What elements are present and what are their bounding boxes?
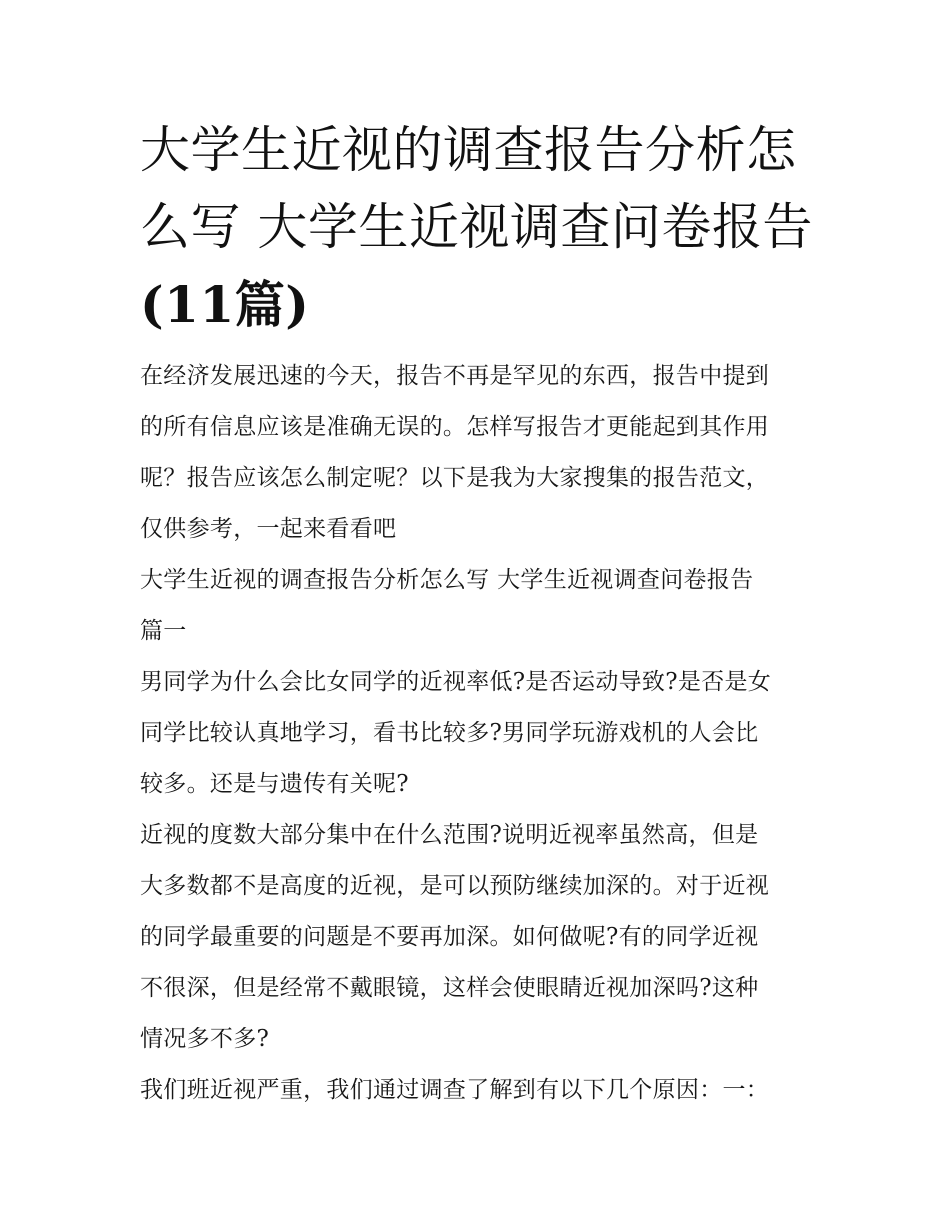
text-line: 的同学最重要的问题是不要再加深。如何做呢?有的同学近视 (140, 924, 759, 950)
text-line: 同学比较认真地学习，看书比较多?男同学玩游戏机的人会比 (140, 720, 759, 746)
text-line: 仅供参考，一起来看看吧 (140, 516, 397, 542)
text-line: 不很深，但是经常不戴眼镜，这样会使眼睛近视加深吗?这种 (140, 975, 759, 1001)
text-line: 的所有信息应该是准确无误的。怎样写报告才更能起到其作用 (140, 414, 770, 440)
text-line: 近视的度数大部分集中在什么范围?说明近视率虽然高，但是 (140, 822, 759, 848)
paragraph-gender-question (140, 657, 830, 810)
title-main-text: 大学生近视的调查报告分析怎么写 大学生近视调查问卷报告 (140, 121, 813, 256)
document-body (140, 351, 830, 1116)
text-line: 篇一 (140, 618, 187, 644)
paragraph-degree-question (140, 810, 830, 1065)
text-line: 我们班近视严重，我们通过调查了解到有以下几个原因：一： (140, 1077, 770, 1103)
title-count: (11篇) (140, 275, 310, 334)
text-line: 情况多不多? (140, 1026, 270, 1052)
document-title (140, 112, 820, 344)
text-line: 男同学为什么会比女同学的近视率低?是否运动导致?是否是女 (140, 669, 772, 695)
text-line: 大学生近视的调查报告分析怎么写 大学生近视调查问卷报告 (140, 567, 754, 593)
paragraph-intro (140, 351, 830, 555)
text-line: 呢？报告应该怎么制定呢？以下是我为大家搜集的报告范文， (140, 465, 770, 491)
paragraph-causes (140, 1065, 830, 1116)
section-heading (140, 555, 830, 657)
text-line: 较多。还是与遗传有关呢? (140, 771, 409, 797)
text-line: 大多数都不是高度的近视，是可以预防继续加深的。对于近视 (140, 873, 770, 899)
text-line: 在经济发展迅速的今天，报告不再是罕见的东西，报告中提到 (140, 363, 770, 389)
